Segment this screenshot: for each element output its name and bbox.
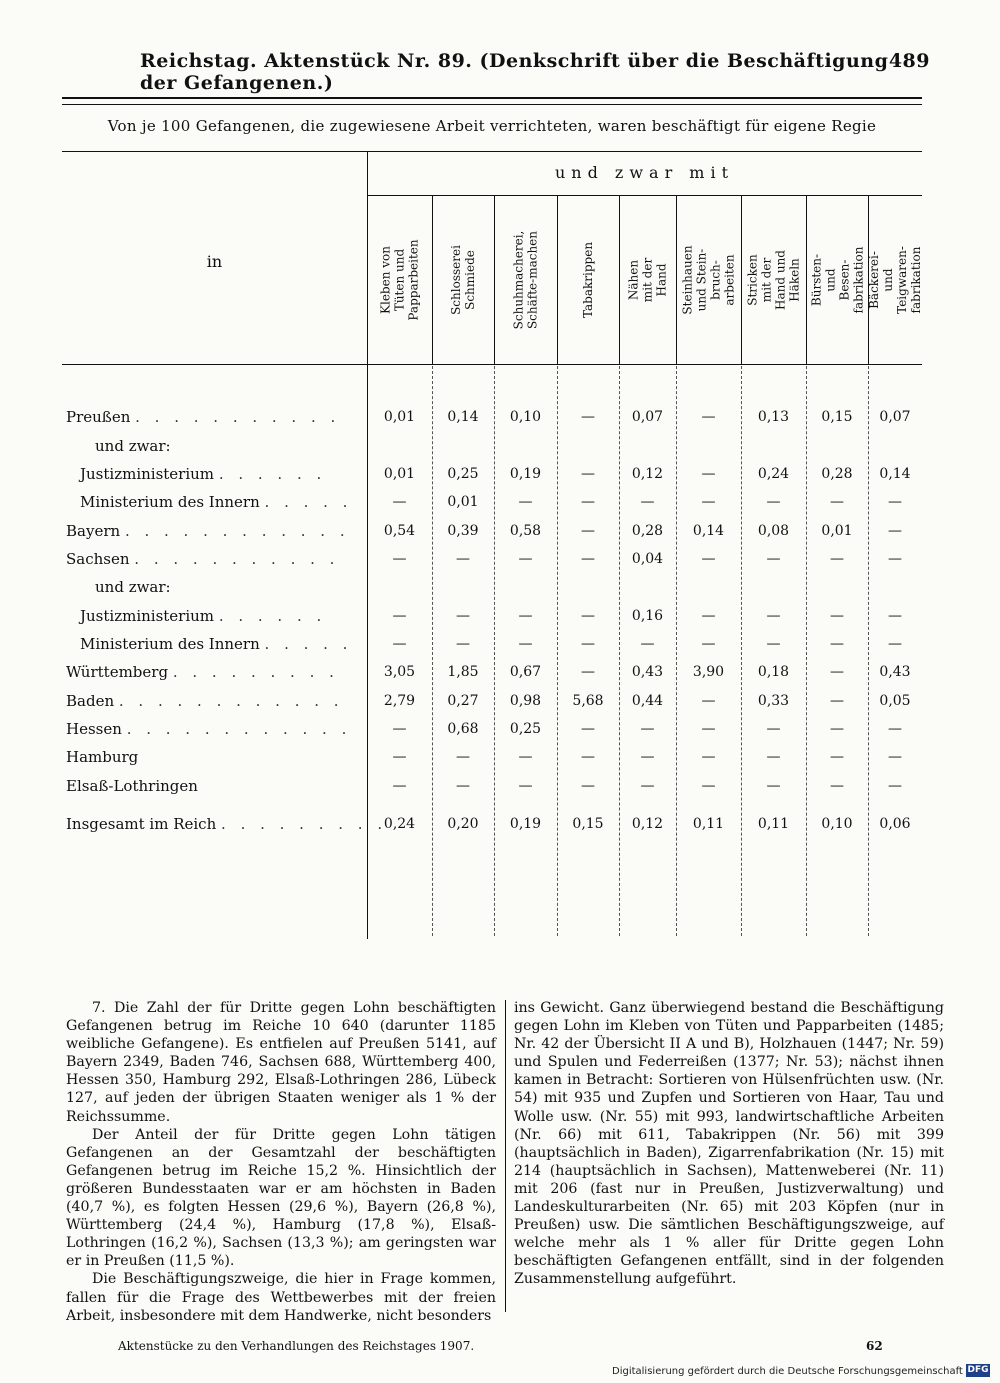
table-cell: 0,08 [757,523,790,539]
table-cell: 0,25 [509,721,542,737]
table-cell: — [456,778,470,794]
column-header-label: Steinhauen und Stein-bruch-arbeiten [680,244,737,315]
table-cell: — [701,494,716,510]
table-cell: — [518,608,533,624]
table-cell: — [888,523,902,539]
table-cell: — [456,608,470,624]
row-label-text: Württemberg [66,663,169,681]
table-cell: — [701,409,716,425]
table-cell: — [581,721,595,737]
table-cell: — [392,608,407,624]
row-label [66,777,198,795]
table-cell: — [701,608,716,624]
row-label-text: Hamburg [66,748,139,766]
column-header [868,197,922,362]
row-label-text: Sachsen [66,550,130,568]
table-cell: 3,90 [692,664,725,680]
table-cell: — [701,636,716,652]
table-cell: 0,14 [879,466,911,482]
paragraph: Die Beschäftigungszweige, die hier in Frage kommen, fallen für die Frage des Wettbewerbes mit der freien Arbeit, insbesondere mit dem Handwerke, nicht besonders [66,1271,496,1324]
row-label [66,522,350,540]
row-label [80,465,326,483]
table-cell: — [830,721,844,737]
leader-dots: . . . . . . . . . . . [135,408,341,426]
table-cell: — [581,494,595,510]
table-cell: — [392,494,407,510]
header-title: Reichstag. Aktenstück Nr. 89. (Denkschrift über die Beschäftigung der Gefangenen.) [140,50,889,94]
table-cell: 0,11 [692,816,725,832]
table-cell: 0,27 [447,693,479,709]
table-cell: 0,12 [631,466,664,482]
table-cell: 0,01 [383,409,416,425]
column-header-label: Kleben von Tüten und Papparbeiten [378,238,421,321]
leader-dots: . . . . . . [218,465,327,483]
text-column-left [66,999,496,1325]
table-cell: — [766,749,781,765]
table-cell: 0,25 [447,466,479,482]
table-cell: — [830,664,844,680]
column-header [741,197,806,362]
table-cell: 0,28 [821,466,853,482]
column-header-label: Bäckerei- und Teigwaren-fabrikation [867,245,924,314]
table-cell: — [392,778,407,794]
table-cell: — [581,523,595,539]
column-header [432,197,494,362]
table-cell: — [766,608,781,624]
table-cell: — [456,636,470,652]
column-header-label: Bürsten- und Besen-fabrikation [809,246,866,313]
table-cell: 0,15 [821,409,853,425]
digitization-credit: Digitalisierung gefördert durch die Deutsche Forschungsgemeinschaft [612,1366,963,1377]
leader-dots: . . . . . [264,493,353,511]
footer-page-sheet: 62 [866,1339,883,1353]
table-cell: — [701,778,716,794]
table-cell: 0,19 [509,466,542,482]
table-cell: — [830,636,844,652]
table-cell: 0,43 [879,664,911,680]
column-header [806,197,868,362]
table-cell: — [888,494,902,510]
table-cell: — [701,551,716,567]
table-cell: — [830,608,844,624]
table-cell: — [701,693,716,709]
table-cell: 0,33 [757,693,790,709]
table-cell: 0,01 [821,523,853,539]
table-cell: 1,85 [447,664,479,680]
leader-dots: . . . . . [264,635,353,653]
table-cell: — [701,749,716,765]
table-cell: — [888,608,902,624]
table-cell: — [392,721,407,737]
table-cell: 0,10 [821,816,853,832]
table-cell: — [830,749,844,765]
table-top-rule [62,151,922,152]
column-header-label: Tabakrippen [581,241,596,318]
table-cell: — [640,749,655,765]
row-label [66,663,339,681]
table-cell: — [640,636,655,652]
stub-header: in [206,252,223,271]
table-cell: 0,18 [757,664,790,680]
table-cell: — [518,636,533,652]
row-label [80,635,352,653]
row-label [80,493,352,511]
row-label-text: Insgesamt im Reich [66,815,217,833]
row-label-text: und zwar: [95,578,171,596]
table-cell: 0,01 [383,466,416,482]
table-cell: — [518,778,533,794]
table-cell: — [701,466,716,482]
table-cell: 0,20 [447,816,479,832]
table-cell: 0,67 [509,664,542,680]
table-cell: — [888,778,902,794]
table-cell: 0,54 [383,523,416,539]
footer-left: Aktenstücke zu den Verhandlungen des Reichstages 1907. [118,1339,475,1353]
table-cell: 0,15 [572,816,604,832]
table-cell: 0,05 [879,693,911,709]
table-cell: 0,16 [631,608,664,624]
row-label-text: Justizministerium [80,465,215,483]
row-label [66,720,351,738]
header-rule [62,97,922,105]
table-cell: — [518,551,533,567]
table-cell: — [581,466,595,482]
row-label-text: Justizministerium [80,607,215,625]
table-cell: — [640,721,655,737]
table-cell: — [581,664,595,680]
table-cell: — [640,778,655,794]
row-label-text: und zwar: [95,437,171,455]
page-number: 489 [888,50,930,72]
table-cell: 0,04 [631,551,664,567]
table-cell: 0,58 [509,523,542,539]
table-cell: 3,05 [383,664,416,680]
table-cell: 0,10 [509,409,542,425]
group-header: und zwar mit [554,163,735,182]
table-cell: — [392,551,407,567]
table-cell: — [830,494,844,510]
table-cell: — [581,551,595,567]
table-cell: — [766,494,781,510]
table-cell: — [766,721,781,737]
table-cell: — [766,778,781,794]
column-divider [505,1000,506,1312]
table-cell: 0,43 [631,664,664,680]
leader-dots: . . . . . . [218,607,327,625]
table-cell: — [766,551,781,567]
column-header [676,197,741,362]
table-cell: — [518,749,533,765]
leader-dots: . . . . . . . . . . . . [126,720,352,738]
column-header [494,197,557,362]
paragraph: Der Anteil der für Dritte gegen Lohn tätigen Gefangenen an der Gesamtzahl der beschäftigten Gefangenen betrug im Reiche 15,2 %. Hinsichtlich der größeren Bundesstaaten war er am höchsten in Baden (40,7 %), es folgten Hessen (29,6 %), Bayern (26,8 %), Württemberg (24,4 %), Hamburg (17,8 %), Elsaß-Lothringen (16,2 %), Sachsen (13,3 %); am geringsten war er in Preußen (11,5 %). [66,1126,496,1270]
table-cell: — [392,749,407,765]
paragraph: ins Gewicht. Ganz überwiegend bestand die Beschäftigung gegen Lohn im Kleben von Tüten und Papparbeiten (1485; Nr. 42 der Übersicht II A und B), Holzhauen (1447; Nr. 59) und Spulen und Federreißen (1377; Nr. 53); nächst ihnen kamen in Betracht: Sortieren von Hülsenfrüchten usw. (Nr. 54) mit 935 und Zupfen und Sortieren von Haar, Tau und Wolle usw. (Nr. 55) mit 993, landwirtschaftliche Arbeiten (Nr. 66) mit 611, Tabakrippen (Nr. 56) mit 399 (hauptsächlich in Baden), Zigarrenfabrikation (Nr. 15) mit 214 (hauptsächlich in Sachsen), Mattenweberei (Nr. 11) mit 206 (fast nur in Preußen, Justizverwaltung) und Landeskulturarbeiten (Nr. 65) mit 203 Köpfen (nur in Preußen) usw. Die sämtlichen Beschäftigungszweige, auf welche mehr als 1 % aller für Dritte gegen Lohn beschäftigten Gefangenen entfällt, sind in der folgenden Zusammenstellung aufgeführt. [514,1000,944,1288]
page-header [140,50,930,94]
row-label [95,437,171,455]
column-header-label: Stricken mit der Hand und Häkeln [745,249,802,310]
row-label [95,578,171,596]
table-cell: 0,14 [447,409,479,425]
row-label-text: Ministerium des Innern [80,493,260,511]
row-label [66,408,340,426]
row-label [66,748,138,766]
column-header-label: Schlosserei Schmiede [449,244,478,315]
table-cell: — [392,636,407,652]
table-cell: — [456,749,470,765]
table-cell: — [581,749,595,765]
row-label [66,815,387,833]
column-header-label: Nähen mit der Hand [626,257,669,302]
table-cell: 0,19 [509,816,542,832]
table-cell: — [581,778,595,794]
column-header [619,197,676,362]
table-cell: — [581,636,595,652]
table-cell: 0,06 [879,816,911,832]
table-cell: 0,68 [447,721,479,737]
table-cell: 0,13 [757,409,790,425]
table-title: Von je 100 Gefangenen, die zugewiesene Arbeit verrichteten, waren beschäftigt für eigene Regie [107,117,877,135]
row-label [66,692,344,710]
table-cell: — [888,721,902,737]
column-header-label: Schuhmacherei, Schäfte-machen [511,230,540,329]
row-label-text: Bayern [66,522,121,540]
row-label-text: Baden [66,692,115,710]
row-label-text: Hessen [66,720,122,738]
leader-dots: . . . . . . . . . . . [134,550,340,568]
table-cell: 0,07 [631,409,664,425]
table-cell: 0,98 [509,693,542,709]
leader-dots: . . . . . . . . . . . . [124,522,350,540]
row-label-text: Elsaß-Lothringen [66,777,198,795]
table-cell: — [888,749,902,765]
table-cell: — [830,551,844,567]
table-cell: — [830,778,844,794]
table-cell: 0,11 [757,816,790,832]
row-label [66,550,339,568]
table-cell: — [888,636,902,652]
table-cell: 0,24 [757,466,790,482]
leader-dots: . . . . . . . . . . . . [118,692,344,710]
table-cell: 2,79 [383,693,416,709]
header-bottom-rule [62,364,922,365]
row-label-text: Ministerium des Innern [80,635,260,653]
table-cell: — [640,494,655,510]
leader-dots: . . . . . . . . . [221,815,388,833]
table-cell: — [888,551,902,567]
table-cell: — [456,551,470,567]
table-cell: 0,07 [879,409,911,425]
table-cell: 0,28 [631,523,664,539]
table-cell: — [701,721,716,737]
row-label-text: Preußen [66,408,131,426]
column-header [557,197,619,362]
paragraph: 7. Die Zahl der für Dritte gegen Lohn beschäftigten Gefangenen betrug im Reiche 10 640 (darunter 1185 weibliche Gefangene). Es entfielen auf Preußen 5141, auf Bayern 2349, Baden 746, Sachsen 688, Württemberg 400, Hessen 350, Hamburg 292, Elsaß-Lothringen 286, Lübeck 127, auf jeden der übrigen Staaten weniger als 1 % der Reichssumme. [66,1000,496,1125]
dfg-logo: DFG [967,1365,989,1375]
group-rule [367,195,922,196]
table-cell: 0,39 [447,523,479,539]
table-cell: 0,14 [692,523,725,539]
table-cell: 5,68 [572,693,604,709]
table-cell: 0,44 [631,693,664,709]
table-cell: — [766,636,781,652]
table-cell: 0,12 [631,816,664,832]
text-column-right [514,999,944,1289]
row-label [80,607,326,625]
table-cell: — [518,494,533,510]
table-cell: — [581,409,595,425]
column-header [367,197,432,362]
leader-dots: . . . . . . . . . [172,663,339,681]
table-cell: 0,01 [447,494,479,510]
table-cell: 0,24 [383,816,416,832]
table-cell: — [830,693,844,709]
table-cell: — [581,608,595,624]
